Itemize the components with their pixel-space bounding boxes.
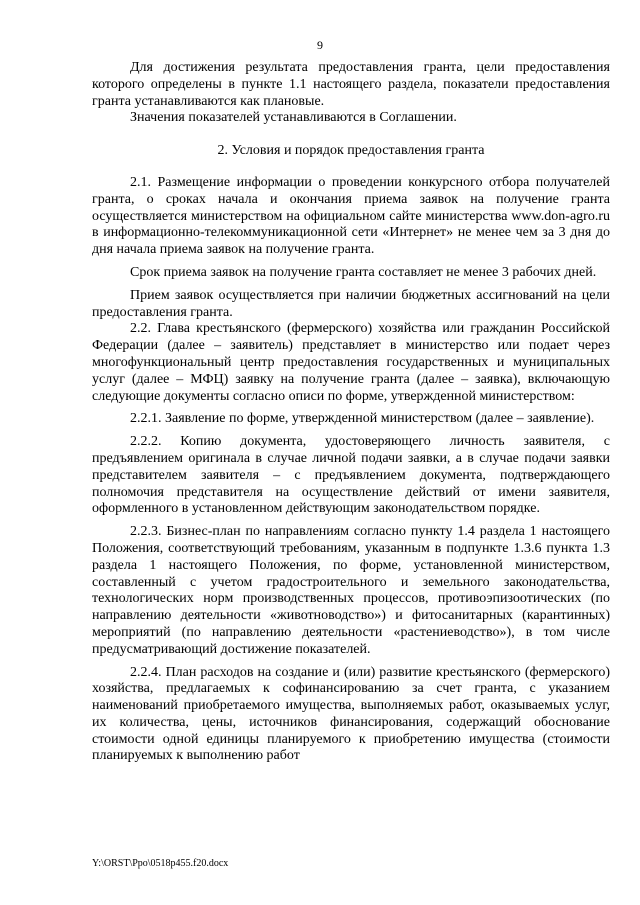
paragraph-2-1: 2.1. Размещение информации о проведении конкурсного отбора получателей гранта, о сроках начала и окончания приема заявок на получение гранта осуществляется министерством на официальном сайте министерства www.don-agro.ru в информационно-телекоммуникационной сети «Интернет» не менее чем за 3 дня до дня начала приема заявок на получение гранта. xyxy=(92,174,610,258)
paragraph-2-2-1: 2.2.1. Заявление по форме, утвержденной министерством (далее – заявление). xyxy=(130,411,595,427)
paragraph-application-period: Срок приема заявок на получение гранта составляет не менее 3 рабочих дней. xyxy=(130,264,597,280)
paragraph-2-2-3: 2.2.3. Бизнес-план по направлениям согласно пункту 1.4 раздела 1 настоящего Положения, соответствующий требованиям, указанным в подпункте 1.3.6 пункта 1.3 раздела 1 настоящего Положения, по форме, установленной министерством, составленный с учетом градостроительного и земельного законодательства, технологических норм производственных процессов, противоэпизоотических (по направлению деятельности «животноводство») и фитосанитарных (карантинных) мероприятий (по направлению деятельности «растениеводство»), в том числе предусматривающий достижение показателей. xyxy=(92,524,610,657)
paragraph-2-2: 2.2. Глава крестьянского (фермерского) хозяйства или гражданин Российской Федерации (далее – заявитель) представляет в министерство или подает через многофункциональный центр предоставления государственных и муниципальных услуг (далее – МФЦ) заявку на получение гранта (далее – заявка), включающую следующие документы согласно описи по форме, утвержденной министерством: xyxy=(92,321,610,404)
page-number: 9 xyxy=(317,38,323,52)
paragraph-result-indicators: Для достижения результата предоставления гранта, цели предоставления которого определены в пункте 1.1 настоящего раздела, показатели предоставления гранта устанавливаются как плановые. xyxy=(92,60,610,109)
paragraph-2-2-4: 2.2.4. План расходов на создание и (или) развитие крестьянского (фермерского) хозяйства, предлагаемых к софинансированию за счет гранта, с указанием наименований приобретаемого имущества, выполняемых работ, оказываемых услуг, их количества, цены, источников финансирования, содержащий обоснование стоимости одной единицы планируемого к приобретению имущества (стоимости планируемых к выполнению работ xyxy=(92,664,610,764)
paragraph-2-2-2: 2.2.2. Копию документа, удостоверяющего личность заявителя, с предъявлением оригинала в случае личной подачи заявки, а в случае подачи заявки представителем заявителя – с предъявлением документа, подтверждающего полномочия представителя на осуществление действий от имени заявителя, оформленного в установленном действующим законодательством порядке. xyxy=(92,434,610,517)
paragraph-application-acceptance: Прием заявок осуществляется при наличии бюджетных ассигнований на цели предоставления гранта. xyxy=(92,287,610,320)
footer-file-path: Y:\ORST\Ppo\0518p455.f20.docx xyxy=(92,858,229,869)
paragraph-indicator-values: Значения показателей устанавливаются в Соглашении. xyxy=(130,110,457,126)
section-heading: 2. Условия и порядок предоставления гранта xyxy=(217,143,485,159)
document-body xyxy=(92,60,610,765)
